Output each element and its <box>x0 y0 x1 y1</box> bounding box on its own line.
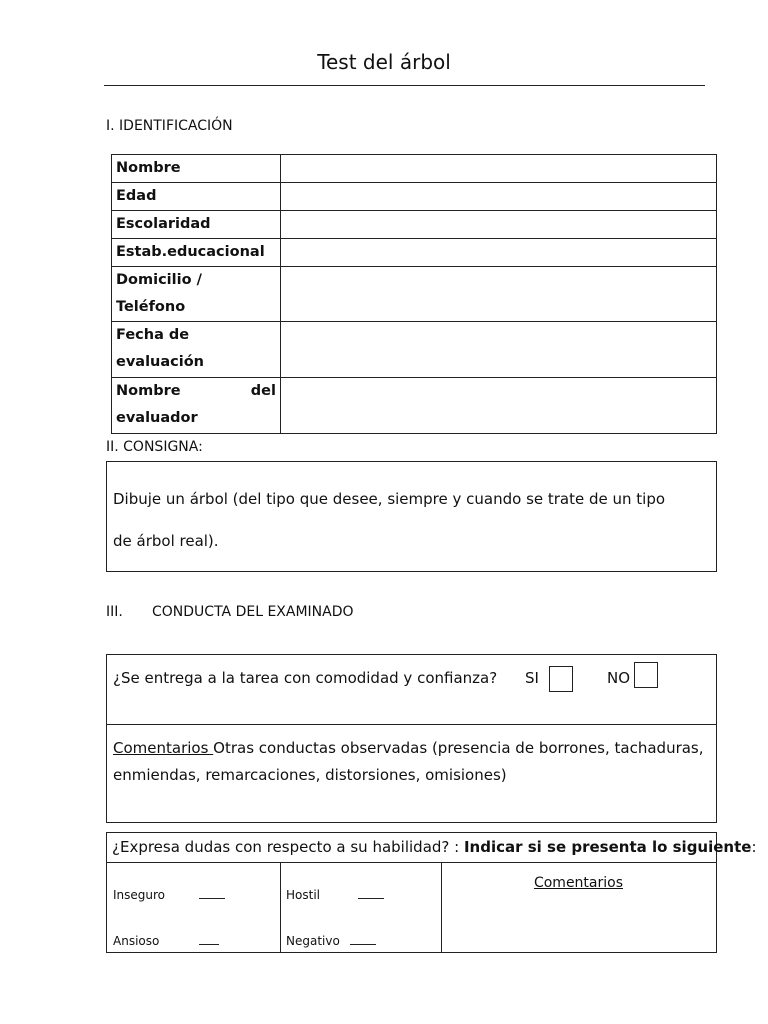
dudas-colon: : <box>751 838 757 856</box>
field-label-fecha: Fecha de evaluación <box>112 322 281 378</box>
evaluador-line-1 <box>116 378 276 405</box>
conducta-question: ¿Se entrega a la tarea con comodidad y confianza? <box>113 669 498 687</box>
identification-table <box>111 154 717 434</box>
field-label-evaluador <box>112 378 281 434</box>
conducta-comentarios <box>113 735 708 789</box>
field-label-establecimiento: Estab.educacional <box>112 239 281 267</box>
field-value-nombre[interactable] <box>280 155 716 183</box>
dudas-comentarios <box>441 875 716 891</box>
comentarios-label: Comentarios <box>113 739 214 757</box>
dudas-comentarios-label: Comentarios <box>533 875 624 891</box>
table-row <box>112 155 717 183</box>
field-value-fecha[interactable] <box>280 322 716 378</box>
table-row <box>112 239 717 267</box>
hostil-label: Hostil <box>286 888 320 902</box>
conducta-box <box>106 654 717 823</box>
dudas-question-line <box>112 838 757 856</box>
field-label-escolaridad: Escolaridad <box>112 211 281 239</box>
dudas-column-divider-1 <box>280 862 281 952</box>
section-consigna-heading: II. CONSIGNA: <box>106 439 203 455</box>
section-conducta-heading: CONDUCTA DEL EXAMINADO <box>152 604 354 620</box>
field-label-domicilio: Domicilio / Teléfono <box>112 267 281 322</box>
table-row <box>112 211 717 239</box>
hostil-option <box>286 888 384 902</box>
field-value-escolaridad[interactable] <box>280 211 716 239</box>
dudas-header <box>107 833 757 863</box>
inseguro-label: Inseguro <box>113 888 166 902</box>
dudas-question: ¿Expresa dudas con respecto a su habilidad? : <box>112 838 464 856</box>
consigna-line-2: de árbol real). <box>113 532 219 550</box>
title-rule <box>104 85 705 86</box>
table-row <box>112 322 717 378</box>
section-identificacion-heading: I. IDENTIFICACIÓN <box>106 118 233 134</box>
ansioso-option <box>113 934 219 948</box>
comentarios-text: Otras conductas observadas (presencia de borrones, tachaduras, enmiendas, remarcaciones, distorsiones, omisiones) <box>113 739 704 784</box>
field-value-domicilio[interactable] <box>280 267 716 322</box>
section-conducta-number: III. <box>106 604 123 620</box>
evaluador-word-evaluador: evaluador <box>116 410 198 426</box>
dudas-box <box>106 832 757 953</box>
consigna-box <box>106 461 717 572</box>
hostil-blank[interactable] <box>358 889 384 899</box>
no-label: NO <box>607 669 631 687</box>
field-label-nombre: Nombre <box>112 155 281 183</box>
consigna-line-1: Dibuje un árbol (del tipo que desee, siempre y cuando se trate de un tipo <box>113 490 666 508</box>
field-label-edad: Edad <box>112 183 281 211</box>
inseguro-option <box>113 888 225 902</box>
ansioso-blank[interactable] <box>199 935 219 945</box>
conducta-divider <box>107 724 716 725</box>
evaluador-word-del: del <box>250 383 276 399</box>
si-checkbox[interactable] <box>549 666 573 692</box>
table-row <box>112 267 717 322</box>
inseguro-blank[interactable] <box>199 889 225 899</box>
field-value-edad[interactable] <box>280 183 716 211</box>
no-checkbox[interactable] <box>634 662 658 688</box>
page-title: Test del árbol <box>317 50 451 74</box>
field-value-establecimiento[interactable] <box>280 239 716 267</box>
table-row <box>112 378 717 434</box>
field-value-evaluador[interactable] <box>280 378 716 434</box>
negativo-blank[interactable] <box>350 935 376 945</box>
dudas-indicar: Indicar si se presenta lo siguiente <box>463 838 752 856</box>
negativo-option <box>286 934 376 948</box>
ansioso-label: Ansioso <box>113 934 160 948</box>
table-row <box>112 183 717 211</box>
evaluador-word-nombre: Nombre <box>116 383 181 399</box>
si-label: SI <box>525 669 539 687</box>
negativo-label: Negativo <box>286 934 340 948</box>
